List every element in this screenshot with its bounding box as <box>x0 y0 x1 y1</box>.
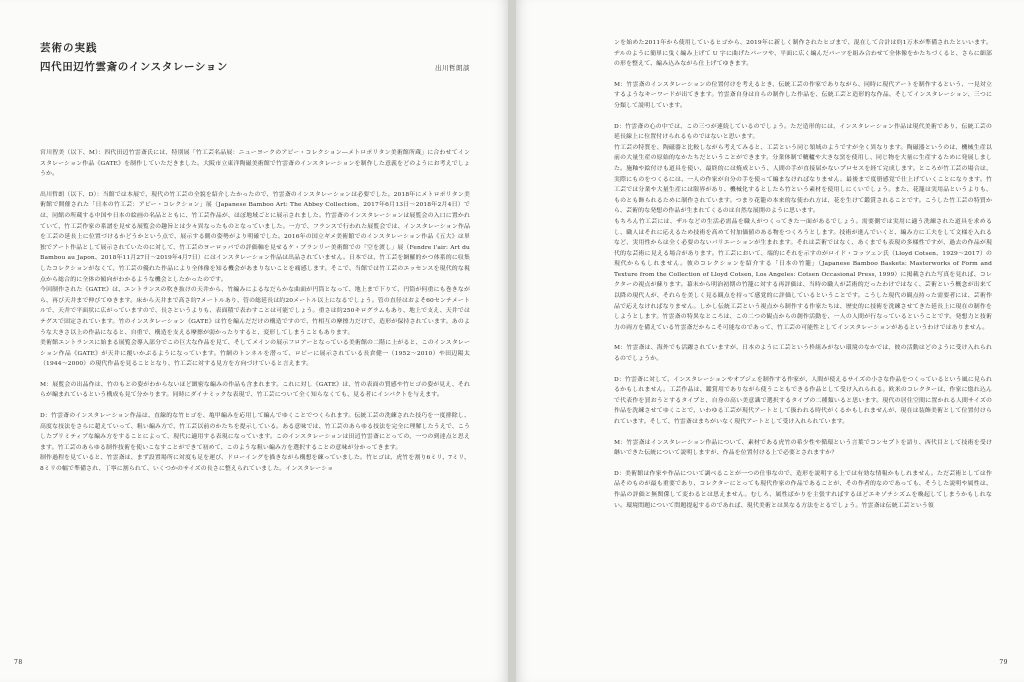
article-title: 四代田辺竹雲斎のインスタレーション <box>40 61 228 73</box>
paragraph: M：竹雲斎はインスタレーション作品について、素材である虎竹の希少性や循環という言葉でコンセプトを語り、西代目として技術を受け継いできた伝統について説明しますが、作品を位置付ける上で必要とされますか？ <box>614 439 992 457</box>
paragraph: D：竹雲斎の心の中では、この三つが連続しているのでしょう。ただ造形的には、インスタレーション作品は現代美術であり、伝統工芸の延長線上に位置付けられるものではないと思います。 <box>614 123 992 141</box>
paragraph: 出川哲朗（以下、D）：当館では本展で、現代の竹工芸の全貌を紹介したかったので、竹雲斎のインスタレーションは必要でした。2018年にメトロポリタン美術館で開催された「日本の竹工芸：アビー・コレクション」展（Japanese Bamboo Art: The Abbey Collection、2017年6月13日〜2018年2月4日）では、同館の所蔵する中国や日本の絵画の名品とともに、竹工芸作品が、ほぼ地域ごとに展示されました。竹雲斎のインスタレーションは展覧会の入口に置かれていて、竹工芸作家の系譜を見せる展覧会の趣旨とは少々異なったものとなっていました。一方で、フランスで行われた展覧会では、インスタレーション作品を工芸の延長上に位置づけるかどうかという点で、展示する側の姿勢がより明確でした。2016年の国立ギメ美術館でのインスタレーション作品《五大》は単独でアート作品として展示されていたのに対して、竹工芸のヨーロッパでの評価軸を見せるケ・ブランリー美術館での「空を渡し」展（Fendre l'air: Art du Bambou au Japon、2018年11月27日〜2019年4月7日）にはインスタレーション作品は出品されていません。日本では、竹工芸を網羅的かつ体系的に収集したコレクションがなくて、竹工芸の優れた作品により全体像を知る機会があまりないことを痛感します。そこで、当館では竹工芸のエッセンスを現代的な視点から総合的に全体の傾向がわかるような機会としたかったのです。 <box>40 191 470 283</box>
paragraph: 美術館エントランスに始まる展覧会導入部分でこの巨大な作品を見て、そしてメインの展示フロアーとなっている美術館の二階に上がると、このインスタレーション作品《GATE》が天井に覆いかぶるようになっています。竹網のトンネルを潜って、ロビーに展示されている長倉健一（1952〜2010）や田辺陽太（1944〜2000）の現代作品を見ることとなり、竹工芸に対する見方を方向づけていると言えます。 <box>40 340 470 368</box>
paragraph: D：竹雲斎のインスタレーション作品は、直線的な竹ヒゴを、亀甲編みを応用して編んでゆくことでつくられます。伝統工芸の洗練された技巧を一度排除し、高度な技法をさらに超えていって、粗い編み方で、竹工芸以前のかたちを提示している。ある意味では、竹工芸のあらゆる技法を完全に理解したうえで、こうしたプリミティブな編み方をすることによって、現代に適用する表現になっています。このインスタレーションは田辺竹雲斎にとっての、一つの到達点と思えます。竹工芸のあらゆる制作技術を使いこなすことができて初めて、このような粗い編み方を選択することの意味が分かってきます。 <box>40 413 470 451</box>
series-heading: 芸術の実践 <box>40 42 98 54</box>
paragraph: M：展覧会の出品作は、竹のもとの姿がわからないほど緻密な編みの作品も含まれます。これに対し《GATE》は、竹の表面の質感や竹ヒゴの姿が見え、それらが編まれているという構成も見て分かります。同時にダイナミックな表現で、竹工芸について全く知らなくても、見る者にインパクトを与えます。 <box>40 381 470 399</box>
article-header <box>40 40 470 74</box>
paragraph: 制作過程を見ていると、竹雲斎は、まず設置場所に対度も足を運び、ドローイングを描きながら構想を練っていました。竹ヒゴは、虎竹を割り6ミリ、7ミリ、8ミリの幅で準備され、丁寧に割られて、いくつかのサイズの長さに整えられていました。インスタレーショ <box>40 455 470 473</box>
right-page <box>516 0 1024 682</box>
left-body-text <box>40 148 470 618</box>
page-number-left: 78 <box>14 659 23 666</box>
paragraph: D：美術館は作家や作品について調べることが一つの仕事なので、造形を説明する上では有効な情報かもしれません。ただ芸術としては作品そのものが最も重要であり、コレクターにとっても現代作家の作品であることが、その作者的なのであっても、そうした説明や属性は、作品の評価と無関係して変わるとは思えません。むしろ、属性ばかりを主張すればするほどエキゾチシズムを喚起してしまうかもしれない。環境問題について問題提起するのであれば、現代美術とは異なる方法をとるでしょう。竹雲斎は伝統工芸という領 <box>614 470 992 509</box>
title-row <box>40 59 470 74</box>
paragraph: D：竹雲斎に対して、インスタレーションやオブジェを制作する作家が、人間が使えるサイズの小さな作品をつくっているという風に見られるかもしれません。工芸作品は、鑑賞用でありながら使うこともできる作品として受け入れられる。欧米のコレクターは、作家に惚れ込んで代表作を買おうとするタイプと、自身の高い美意識で選択するタイプの二種類いると思います。現代の居住空間に置かれる人間サイズの作品を洗練させてゆくことで、いわゆる工芸が現代アートとして扱われる時代がくるかもしれませんが、現在は装飾美術として位置付けられています。そして、竹雲斎はまちがいなく現代アートとして受け入れられています。 <box>614 376 992 425</box>
paragraph: 今回制作された《GATE》は、エントランスの吹き抜けの天井から、竹編みによるなだらかな曲面が円筒となって、地上まで下りて、円筒が何重にも巻きながら、再び天井まで伸びてゆきます。床から天井まで高さ約7メートルあり、管の総延長は約20メートル以上になるでしょう。管の直径はおよそ60センチメートルで、天井で平面状に広がっていますので、長さというよりも、表面積で表わすことは可能でしょう。重さは約250キログラムもあり、地上で支え、天井ではテグスで固定されています。竹のインスタレーション《GATE》は竹を編んだだけの構造ですので、竹相互の摩擦力だけで、造形が保持されています。あのような大きさ以上の作品になると、自重で、構造を支える摩擦が弱かったりすると、変形してしまうこともあります。 <box>40 287 470 336</box>
book-gutter <box>508 0 516 682</box>
article-author: 出川哲朗談 <box>435 64 470 72</box>
paragraph: もちろん竹工芸には、ザルなどの生活必需品を職人がつくってきた一面があるでしょう。需要側では実用に適う洗練された道具を求めるし、職人はそれに応えるため技術を高めて付加価値のある物をつくろうとします。技術が進んでいくと、編み方に工夫をして文様を入れるなど、実用性からは全く必要のないバリエーションが生まれます。それは芸術ではなく、あくまでも表現の多様性ですが、過去の作品が現代的な芸術に見える場合があります。竹工芸において、端的にそれを示すのがロイド・コッツェン氏（Lloyd Cotsen、1929〜2017）の現代からもしれません。彼のコレクションを紹介する「日本の竹籠」（Japanese Bamboo Baskets: Masterworks of Form and Texture from the Collection of Lloyd Cotsen, Los Angeles: Cotsen Occasional Press, 1999）に掲載された写真を見れば、コレクターの視点が蘇ります。幕末から明治初期の竹籠に対する再評価は、当時の職人が芸術的だったわけではなく、芸術という概念が出来て以降の現代人が、それらを美しく見る観点を持って感覚的に評価しているということです。こうした現代の観点持った需要者には、芸術作品で応えなければなりません。しかし伝統工芸という視点から制作する作家たちは、歴史的に技術を洗練させてきた延長上に現在の制作をしようとします。竹雲斎の特異なところは、この二つの観点からの創作活動を、一人の人間が行なっているということです。発想力と技術力の両方を備えている竹雲斎だからこそ可能なのであって、竹工芸の可能性としてインスタレーションがあるというわけではありません。 <box>614 218 992 331</box>
page-number-right: 79 <box>999 659 1008 666</box>
paragraph: 宮川智美（以下、M）：四代田辺竹雲斎氏には、特別展「竹工芸名品展：ニューヨークのアビー・コレクション―メトロポリタン美術館所蔵」に合わせてインスタレーション作品《GATE》を制作していただきました。大阪市立東洋陶磁美術館で竹雲斎のインスタレーションを制作した意義をどのようにお考えでしょうか。 <box>40 150 470 178</box>
right-body-text <box>614 38 992 638</box>
paragraph: 竹工芸の特質を、陶磁器と比較しながら考えてみると、工芸という同じ領域のようですが全く異なります。陶磁器というのは、機械生産以前の大量生産の原始的なかたちだということができます。分業体制で轆轤や大きな窯を使用し、同じ物を大量に生産するために発展しました。施釉や絵付けも道具を使い、最終的には焼成という、人間の手が直接届かないプロセスを経て完成します。ところが竹工芸の場合は、実際にものをつくるには、一人の作家が自分の手を使って編まなければなりません。最後まで度册感覚で仕上げていくことになります。竹工芸では分業や大量生産には限界があり、機械化するとしたら竹という素材を使用しにくいでしょう。また、花籠は実用品というよりも、ものとも飾られるために制作されています。つまり花籠の本来的な使われ方は、花を生けて鑑賞されることです。こうした竹工芸の特質から、芸術的な発想の作品が生まれてくるのは自然な展開のように思います。 <box>614 144 992 215</box>
paragraph: ンを始めた2011年から使用しているヒゴから、2019年に新しく制作されたヒゴまで、混在して合計は約1万本が準備されたといいます。ヂルのように簡単に曳く編み上げて U 字に曲げたパーツや、平面に広く編んだパーツを組み合わせて全体像をかたちづくると、さらに細部の形を整えて、編み込みながら仕上げてゆきます。 <box>614 40 992 68</box>
paragraph: M：竹雲斎は、海外でも活躍されていますが、日本のように工芸という枠組みがない環境のなかでは、彼の活動はどのように受け入れられるのでしょうか。 <box>614 345 992 363</box>
paragraph: M：竹雲斎のインスタレーションの位置付けを考えるとき、伝統工芸の作家でありながら、同時に現代アートを制作するという、一見対立するようなキーワードが出てきます。竹雲斎自身は自らの制作した作品を、伝統工芸と造形的な作品、そしてインスタレーション、三つに分類して説明しています。 <box>614 81 992 109</box>
left-page <box>0 0 508 682</box>
